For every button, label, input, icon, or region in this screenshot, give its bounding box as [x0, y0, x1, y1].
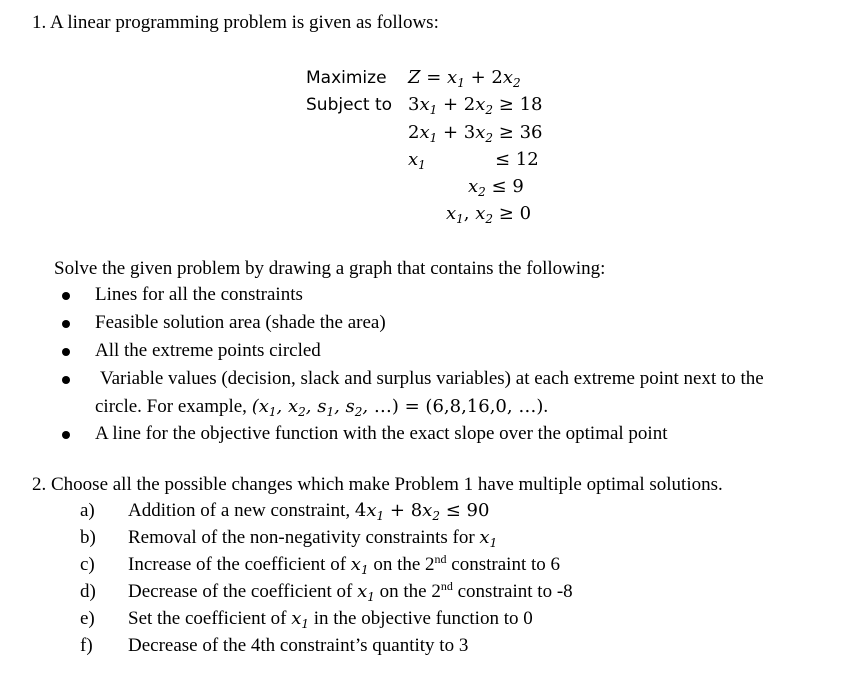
requirement-item-continued: circle. For example, ($x_1$, $x_2$, $s_1$, $s_2$, …) = (6,8,16,0, …). [95, 396, 549, 419]
bullet-icon [62, 376, 70, 384]
option-letter: b) [80, 527, 96, 548]
constraints-keyword: Subject to [306, 95, 393, 115]
problem2-heading: 2. Choose all the possible changes which make Problem 1 have multiple optimal solutions. [32, 474, 723, 495]
bullet-icon [62, 431, 70, 439]
bullet-icon [62, 320, 70, 328]
option-letter: a) [80, 500, 95, 521]
constraint-4: $x_2 \le 9$ [468, 176, 524, 199]
objective-function: $Z = x_1 + 2x_2$ [408, 67, 521, 90]
constraint-nonneg: $x_1$, $x_2 \ge 0$ [446, 203, 532, 226]
requirement-item: All the extreme points circled [95, 340, 321, 361]
requirement-item: Feasible solution area (shade the area) [95, 312, 386, 333]
requirement-item: Variable values (decision, slack and surplus variables) at each extreme point next to the [100, 368, 764, 389]
option-letter: e) [80, 608, 95, 629]
option-letter: f) [80, 635, 93, 656]
option-letter: d) [80, 581, 96, 602]
bullet-icon [62, 348, 70, 356]
option-c: Increase of the coefficient of $x_1$ on the 2nd constraint to 6 [128, 552, 560, 577]
option-a: Addition of a new constraint, $4x_1 + 8x_2 \le 90$ [128, 500, 490, 523]
option-d: Decrease of the coefficient of $x_1$ on the 2nd constraint to -8 [128, 579, 573, 604]
option-f: Decrease of the 4th constraint’s quantity to 3 [128, 635, 469, 656]
option-e: Set the coefficient of $x_1$ in the objective function to 0 [128, 608, 533, 631]
instruction-text: Solve the given problem by drawing a graph that contains the following: [54, 258, 606, 279]
constraint-3-rhs: ≤ 12 [495, 149, 539, 170]
bullet-icon [62, 292, 70, 300]
option-letter: c) [80, 554, 95, 575]
requirement-item: A line for the objective function with the exact slope over the optimal point [95, 423, 668, 444]
constraint-3-lhs: $x_1$ [408, 149, 426, 172]
constraint-2: $2x_1 + 3x_2 \ge 36$ [408, 122, 543, 145]
constraint-1: $3x_1 + 2x_2 \ge 18$ [408, 94, 543, 117]
requirement-item: Lines for all the constraints [95, 284, 303, 305]
objective-keyword: Maximize [306, 68, 387, 88]
option-b: Removal of the non-negativity constraints for $x_1$ [128, 527, 498, 550]
problem1-heading: 1. A linear programming problem is given as follows: [32, 12, 439, 33]
